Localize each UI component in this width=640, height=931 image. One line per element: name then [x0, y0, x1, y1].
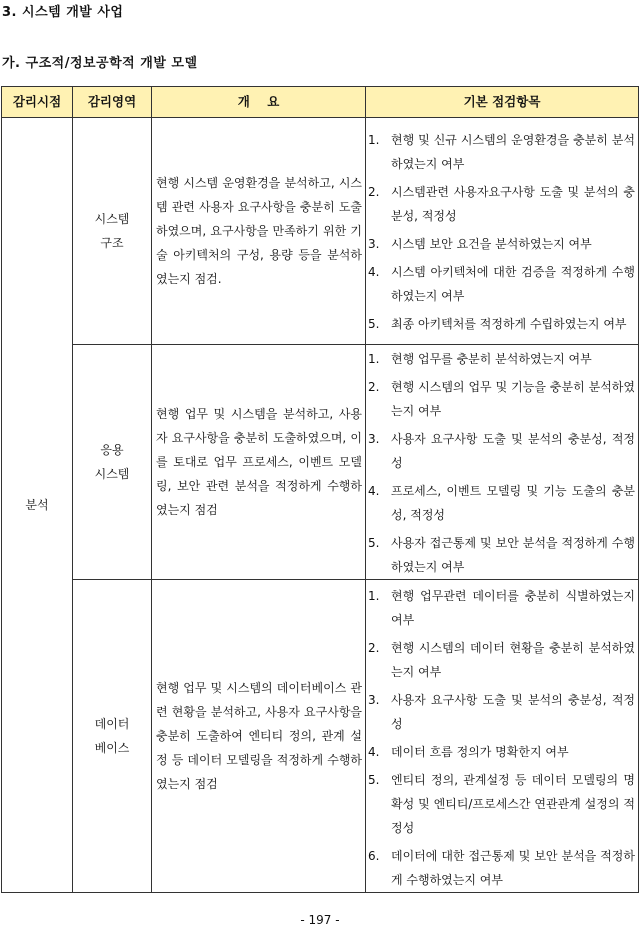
check-item-text: 시스템관련 사용자요구사항 도출 및 분석의 충분성, 적정성	[391, 185, 635, 223]
check-item	[368, 347, 635, 371]
area-line: 데이터	[94, 717, 130, 731]
check-item-text: 현행 및 신규 시스템의 운영환경을 충분히 분석하였는지 여부	[391, 133, 635, 171]
check-item-number: 2.	[368, 380, 380, 394]
area-cell	[73, 580, 152, 893]
check-items-list	[368, 128, 635, 336]
check-item-number: 1.	[368, 352, 380, 366]
header-audit-area: 감리영역	[73, 87, 152, 118]
area-line: 시스템	[94, 212, 130, 226]
check-item-text: 사용자 요구사항 도출 및 분석의 충분성, 적정성	[391, 432, 635, 470]
check-item-text: 데이터 흐름 정의가 명확한지 여부	[391, 745, 569, 759]
check-item	[368, 844, 635, 892]
check-items-cell	[366, 118, 639, 345]
check-item-text: 사용자 요구사항 도출 및 분석의 충분성, 적정성	[391, 693, 635, 731]
check-item-number: 4.	[368, 745, 380, 759]
check-item	[368, 740, 635, 764]
summary-cell: 현행 업무 및 시스템의 데이터베이스 관련 현황을 분석하고, 사용자 요구사항을 충분히 도출하여 엔티티 정의, 관계 설정 등 데이터 모델링을 적정하게 수행하였는지 점검	[152, 580, 366, 893]
check-item-number: 3.	[368, 693, 380, 707]
check-item	[368, 531, 635, 579]
audit-point-cell: 분석	[2, 118, 73, 893]
area-line: 구조	[100, 236, 124, 250]
check-item-text: 현행 업무를 충분히 분석하였는지 여부	[391, 352, 592, 366]
check-items-list	[368, 347, 635, 579]
check-item	[368, 312, 635, 336]
check-item-number: 5.	[368, 317, 380, 331]
area-cell	[73, 345, 152, 580]
check-item-number: 1.	[368, 133, 380, 147]
check-item-number: 3.	[368, 237, 380, 251]
check-items-cell	[366, 580, 639, 893]
check-item-number: 1.	[368, 589, 380, 603]
check-item	[368, 260, 635, 308]
section-title: 3. 시스템 개발 사업	[2, 5, 124, 20]
check-item	[368, 128, 635, 176]
check-item	[368, 427, 635, 475]
table-row	[2, 345, 639, 580]
check-item	[368, 636, 635, 684]
check-item-number: 2.	[368, 641, 380, 655]
check-item	[368, 768, 635, 840]
check-item	[368, 584, 635, 632]
check-item	[368, 232, 635, 256]
check-item	[368, 479, 635, 527]
check-item-number: 3.	[368, 432, 380, 446]
area-cell	[73, 118, 152, 345]
check-item-text: 프로세스, 이벤트 모델링 및 기능 도출의 충분성, 적정성	[391, 484, 635, 522]
check-item-text: 사용자 접근통제 및 보안 분석을 적정하게 수행하였는지 여부	[391, 536, 635, 574]
check-items-cell	[366, 345, 639, 580]
check-item-text: 데이터에 대한 접근통제 및 보안 분석을 적정하게 수행하였는지 여부	[391, 849, 635, 887]
check-item-text: 현행 업무관련 데이터를 충분히 식별하였는지 여부	[391, 589, 635, 627]
header-overview: 개 요	[152, 87, 366, 118]
check-item	[368, 180, 635, 228]
page-number: - 197 -	[300, 913, 340, 927]
table-header-row	[2, 87, 639, 118]
area-line: 베이스	[94, 741, 130, 755]
check-item-number: 4.	[368, 484, 380, 498]
header-audit-point: 감리시점	[2, 87, 73, 118]
check-item	[368, 688, 635, 736]
check-item-number: 4.	[368, 265, 380, 279]
check-items-list	[368, 584, 635, 892]
check-item-number: 5.	[368, 536, 380, 550]
check-item-number: 5.	[368, 773, 380, 787]
audit-table	[1, 86, 639, 893]
summary-cell: 현행 업무 및 시스템을 분석하고, 사용자 요구사항을 충분히 도출하였으며, 이를 토대로 업무 프로세스, 이벤트 모델링, 보안 관련 분석을 적정하게 수행하였는지 점검	[152, 345, 366, 580]
check-item	[368, 375, 635, 423]
sub-title: 가. 구조적/정보공학적 개발 모델	[2, 56, 198, 71]
header-check-items: 기본 점검항목	[366, 87, 639, 118]
summary-cell: 현행 시스템 운영환경을 분석하고, 시스템 관련 사용자 요구사항을 충분히 도출하였으며, 요구사항을 만족하기 위한 기술 아키텍처의 구성, 용량 등을 분석하였는지 점검.	[152, 118, 366, 345]
check-item-number: 2.	[368, 185, 380, 199]
area-line: 응용	[100, 443, 124, 457]
check-item-text: 최종 아키텍처를 적정하게 수립하였는지 여부	[391, 317, 627, 331]
check-item-text: 현행 시스템의 업무 및 기능을 충분히 분석하였는지 여부	[391, 380, 635, 418]
table-row	[2, 118, 639, 345]
check-item-number: 6.	[368, 849, 380, 863]
check-item-text: 시스템 보안 요건을 분석하였는지 여부	[391, 237, 592, 251]
area-line: 시스템	[94, 467, 130, 481]
table-row	[2, 580, 639, 893]
check-item-text: 엔티티 정의, 관계설정 등 데이터 모델링의 명확성 및 엔티티/프로세스간 연관관계 설정의 적정성	[391, 773, 635, 835]
check-item-text: 시스템 아키텍처에 대한 검증을 적정하게 수행하였는지 여부	[391, 265, 635, 303]
check-item-text: 현행 시스템의 데이터 현황을 충분히 분석하였는지 여부	[391, 641, 635, 679]
